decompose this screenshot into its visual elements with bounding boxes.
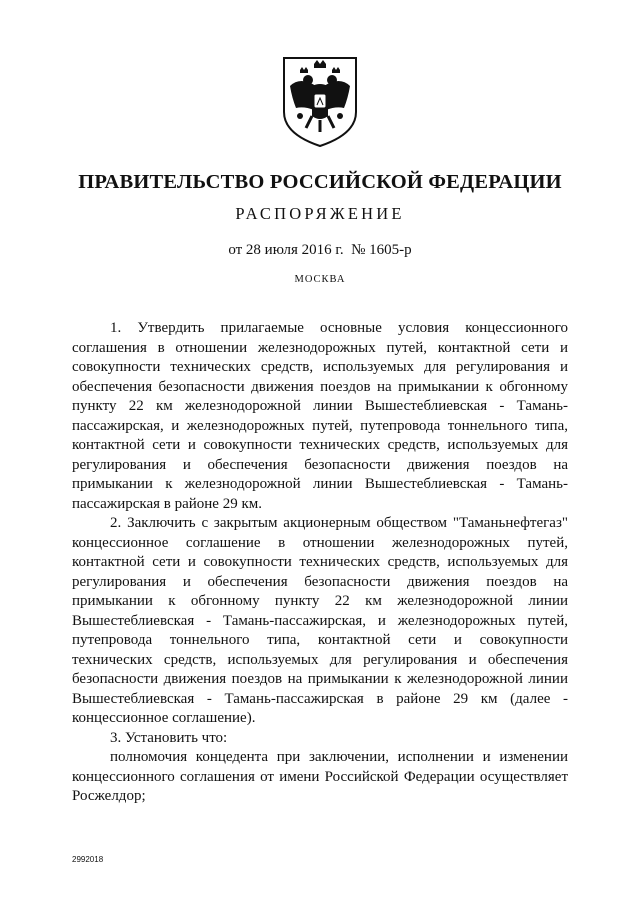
government-title: ПРАВИТЕЛЬСТВО РОССИЙСКОЙ ФЕДЕРАЦИИ bbox=[78, 171, 562, 193]
document-city: МОСКВА bbox=[294, 274, 346, 285]
footer-document-code: 2992018 bbox=[72, 855, 104, 864]
paragraph-2: 2. Заключить с закрытым акционерным обществом "Таманьнефтегаз" концессионное соглашение в отношении железнодорожных путей, контактной сети и совокупности технических средств, используемых для регулирования и обеспечения безопасности движения поездов на примыкании к обгонному пункту 22 км железнодорожной линии Вышестеблиевская - Тамань-пассажирская, и железнодорожных путей, путепровода тоннельного типа, контактной сети и совокупности технических средств, используемых для регулирования и обеспечения безопасности движения поездов на примыкании к железнодорожной линии Вышестеблиевская - Тамань-пассажирская в районе 29 км (далее - концессионное соглашение). bbox=[72, 515, 568, 726]
paragraph-3: 3. Установить что: bbox=[110, 729, 228, 746]
russian-coat-of-arms-icon bbox=[270, 50, 370, 150]
document-body bbox=[72, 319, 568, 807]
document-date-number: от 28 июля 2016 г. № 1605-р bbox=[228, 242, 412, 258]
paragraph-1: 1. Утвердить прилагаемые основные условия концессионного соглашения в отношении железнодорожных путей, контактной сети и совокупности технических средств, используемых для регулирования и обеспечения безопасности движения поездов на примыкании к обгонному пункту 22 км железнодорожной линии Вышестеблиевская - Тамань-пассажирская, и железнодорожных путей, путепровода тоннельного типа, контактной сети и совокупности технических средств, используемых для регулирования и обеспечения безопасности движения поездов на примыкании к железнодорожной линии Вышестеблиевская - Тамань-пассажирская в районе 29 км. bbox=[72, 320, 568, 512]
paragraph-4: полномочия концедента при заключении, исполнении и изменении концессионного соглашения от имени Российской Федерации осуществляет Росжелдор; bbox=[72, 749, 568, 804]
document-type: РАСПОРЯЖЕНИЕ bbox=[235, 204, 405, 223]
